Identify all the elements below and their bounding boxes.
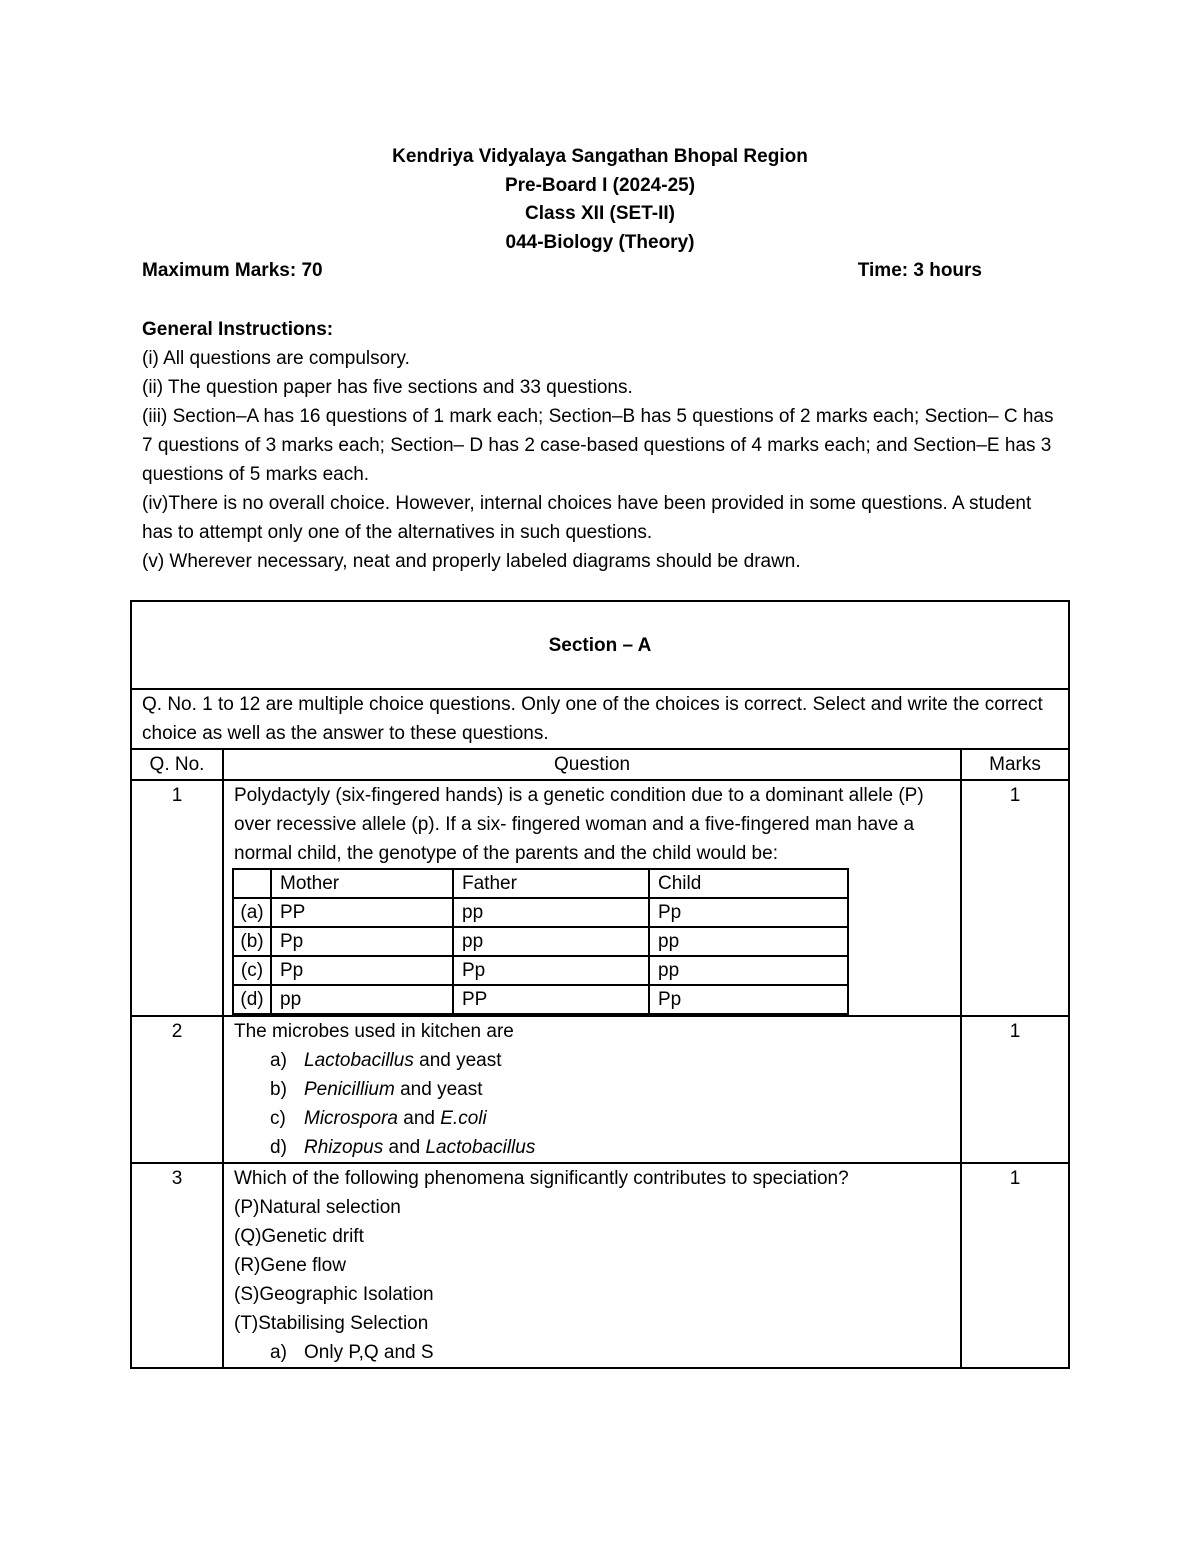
question-marks: 1: [961, 1016, 1069, 1163]
child-genotype: Pp: [649, 898, 848, 927]
question-number: 1: [131, 780, 223, 1016]
option-label: b): [270, 1079, 287, 1100]
question-number: 3: [131, 1163, 223, 1368]
option-row-a: [233, 898, 848, 927]
instruction-2: (ii) The question paper has five sections and 33 questions.: [142, 377, 633, 398]
option-text: and yeast: [413, 1050, 502, 1071]
phenomenon-p: (P)Natural selection: [234, 1197, 401, 1218]
inner-header-father: Father: [453, 869, 649, 898]
option-row-b: [233, 927, 848, 956]
option-label: d): [270, 1137, 287, 1158]
question-marks: 1: [961, 780, 1069, 1016]
option-label: (b): [233, 927, 271, 956]
mother-genotype: PP: [271, 898, 453, 927]
question-row-1: [131, 780, 1069, 1016]
option-a: [234, 1338, 950, 1367]
father-genotype: pp: [453, 898, 649, 927]
child-genotype: pp: [649, 956, 848, 985]
phenomenon-t: (T)Stabilising Selection: [234, 1313, 429, 1334]
organization-title: Kendriya Vidyalaya Sangathan Bhopal Region: [392, 146, 808, 167]
instruction-3: (iii) Section–A has 16 questions of 1 mark each; Section–B has 5 questions of 2 marks each; Section– C has 7 questions of 3 marks each; Section– D has 2 case-based questions of 4 marks each; and Section–E has 3 questions of 5 marks each.: [142, 406, 1054, 485]
option-text: and: [383, 1137, 426, 1158]
instructions-title: General Instructions:: [142, 319, 334, 340]
option-organism: Lactobacillus: [304, 1050, 414, 1071]
question-marks: 1: [961, 1163, 1069, 1368]
option-organism: Microspora: [304, 1108, 398, 1129]
option-organism: E.coli: [440, 1108, 487, 1129]
option-row-d: [233, 985, 848, 1014]
option-row-c: [233, 956, 848, 985]
column-header-question: Question: [223, 749, 961, 780]
inner-header-blank: [233, 869, 271, 898]
inner-header-mother: Mother: [271, 869, 453, 898]
inner-header-child: Child: [649, 869, 848, 898]
class-title: Class XII (SET-II): [525, 203, 675, 224]
section-a-table: [130, 600, 1070, 1369]
section-note: Q. No. 1 to 12 are multiple choice questions. Only one of the choices is correct. Select and write the correct choice as well as the answer to these questions.: [131, 689, 1069, 749]
child-genotype: pp: [649, 927, 848, 956]
option-text: Only P,Q and S: [304, 1342, 434, 1363]
option-label: (a): [233, 898, 271, 927]
genotype-options-table: [232, 868, 849, 1015]
section-title: Section – A: [131, 601, 1069, 689]
phenomenon-r: (R)Gene flow: [234, 1255, 346, 1276]
option-organism: Lactobacillus: [425, 1137, 536, 1158]
option-label: (d): [233, 985, 271, 1014]
father-genotype: pp: [453, 927, 649, 956]
mother-genotype: Pp: [271, 956, 453, 985]
father-genotype: PP: [453, 985, 649, 1014]
exam-title: Pre-Board I (2024-25): [504, 174, 696, 196]
option-label: c): [270, 1108, 286, 1129]
option-organism: Rhizopus: [304, 1137, 384, 1158]
general-instructions: [142, 315, 1062, 576]
child-genotype: Pp: [649, 985, 848, 1014]
instruction-1: (i) All questions are compulsory.: [142, 348, 410, 369]
question-text: Polydactyly (six-fingered hands) is a genetic condition due to a dominant allele (P) over recessive allele (p). If a six- fingered woman and a five-fingered man have a normal child, the genotype of the parents and the child would be:: [234, 785, 924, 864]
option-label: (c): [233, 956, 271, 985]
question-row-2: [131, 1016, 1069, 1163]
phenomenon-q: (Q)Genetic drift: [234, 1226, 364, 1247]
option-b: [234, 1075, 950, 1104]
option-text: and yeast: [394, 1079, 483, 1100]
column-header-qno: Q. No.: [131, 749, 223, 780]
option-organism: Penicillium: [304, 1079, 395, 1100]
option-label: a): [270, 1050, 287, 1071]
option-text: and: [397, 1108, 441, 1129]
instruction-5: (v) Wherever necessary, neat and properly labeled diagrams should be drawn.: [142, 551, 801, 572]
option-d: [234, 1133, 950, 1162]
column-header-marks: Marks: [961, 749, 1069, 780]
question-text: Which of the following phenomena significantly contributes to speciation?: [234, 1168, 849, 1189]
question-row-3: [131, 1163, 1069, 1368]
option-c: [234, 1104, 950, 1133]
exam-time: Time: 3 hours: [857, 260, 982, 281]
father-genotype: Pp: [453, 956, 649, 985]
mother-genotype: Pp: [271, 927, 453, 956]
subject-title: 044-Biology (Theory): [505, 231, 695, 253]
question-text: The microbes used in kitchen are: [234, 1021, 514, 1042]
option-a: [234, 1046, 950, 1075]
question-number: 2: [131, 1016, 223, 1163]
instruction-4: (iv)There is no overall choice. However, internal choices have been provided in some questions. A student has to attempt only one of the alternatives in such questions.: [142, 493, 1032, 543]
paper-header: [0, 143, 1200, 257]
max-marks: Maximum Marks: 70: [142, 260, 323, 281]
phenomenon-s: (S)Geographic Isolation: [234, 1284, 434, 1305]
marks-time-line: [142, 257, 982, 285]
mother-genotype: pp: [271, 985, 453, 1014]
option-label: a): [270, 1342, 287, 1363]
